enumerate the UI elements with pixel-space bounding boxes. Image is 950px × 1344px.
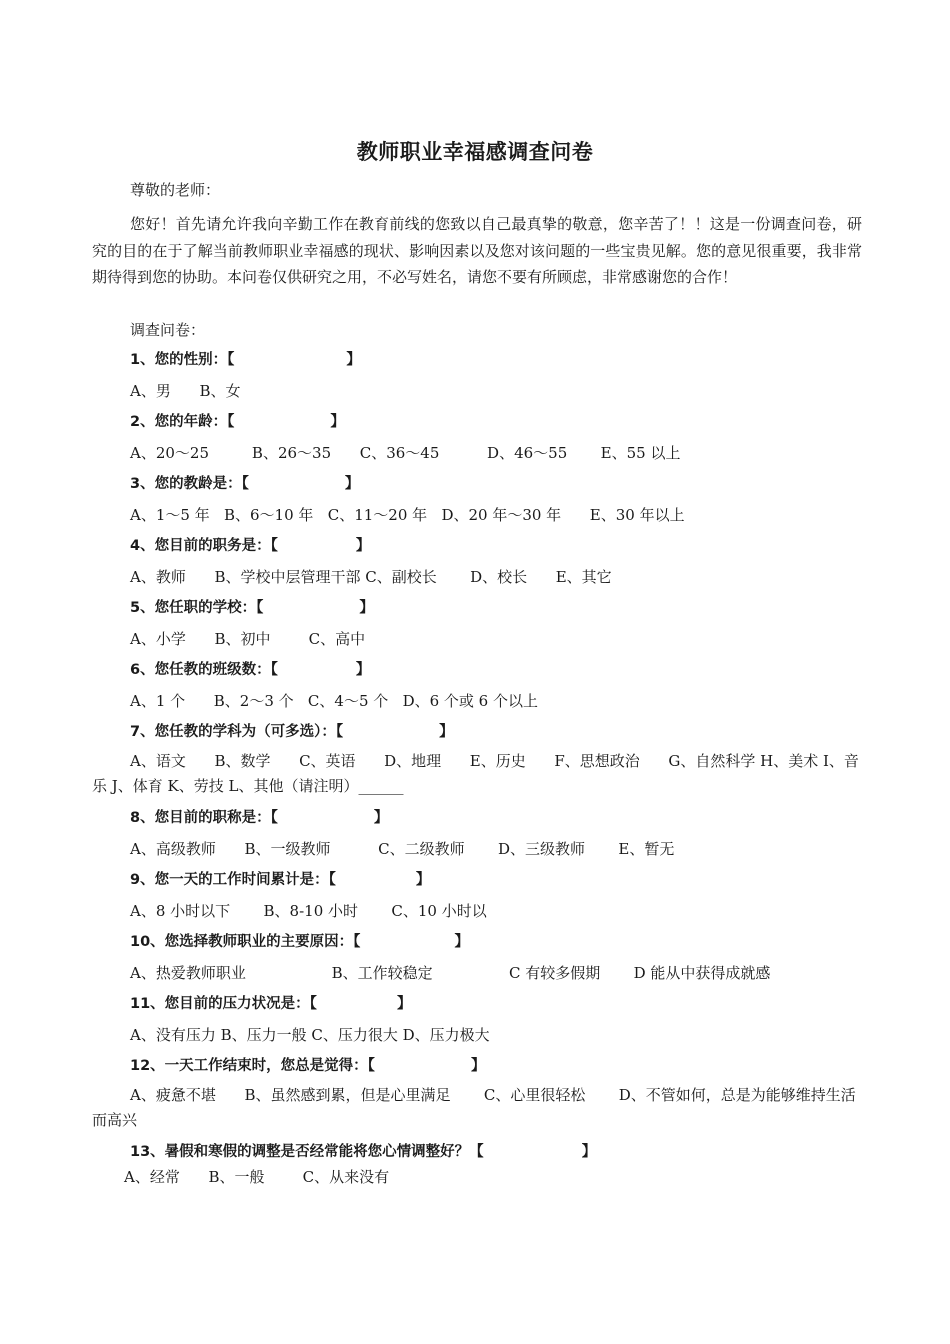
question-5 [130, 598, 374, 618]
question-7 [130, 722, 454, 742]
options-7: A、语文 B、数学 C、英语 D、地理 E、历史 F、思想政治 G、自然科学 H、美术 I、音乐 J、体育 K、劳技 L、其他（请注明）______ [92, 752, 859, 795]
options-10: A、热爱教师职业 B、工作较稳定 C 有较多假期 D 能从中获得成就感 [130, 964, 771, 982]
bracket-close: 】 [396, 996, 412, 1012]
options-1: A、男 B、女 [130, 382, 241, 400]
options-8: A、高级教师 B、一级教师 C、二级教师 D、三级教师 E、暂无 [130, 840, 675, 858]
question-prompt: 13、暑假和寒假的调整是否经常能将您心情调整好？【 [130, 1144, 484, 1160]
bracket-close: 】 [330, 414, 345, 430]
page-title: 教师职业幸福感调查问卷 [356, 140, 594, 164]
question-prompt: 5、您任职的学校：【 [130, 600, 264, 616]
question-prompt: 9、您一天的工作时间累计是：【 [130, 872, 336, 888]
question-12 [130, 1056, 485, 1076]
bracket-close: 】 [346, 352, 361, 368]
question-prompt: 3、您的教龄是：【 [130, 476, 249, 492]
options-13: A、经常 B、一般 C、从来没有 [124, 1168, 390, 1186]
options-12: A、疲惫不堪 B、虽然感到累，但是心里满足 C、心里很轻松 D、不管如何，总是为能够维持生活而高兴 [92, 1086, 856, 1129]
options-4: A、教师 B、学校中层管理干部 C、副校长 D、校长 E、其它 [130, 568, 612, 586]
bracket-close: 】 [355, 662, 371, 678]
options-9: A、8 小时以下 B、8-10 小时 C、10 小时以 [130, 902, 487, 920]
question-3 [130, 474, 359, 494]
salutation: 尊敬的老师： [130, 181, 221, 199]
question-prompt: 12、一天工作结束时，您总是觉得：【 [130, 1058, 375, 1074]
bracket-close: 】 [439, 724, 454, 740]
question-11 [130, 994, 411, 1014]
bracket-close: 】 [581, 1144, 597, 1160]
question-prompt: 4、您目前的职务是：【 [130, 538, 278, 554]
question-prompt: 10、您选择教师职业的主要原因：【 [130, 934, 361, 950]
options-3: A、1～5 年 B、6～10 年 C、11～20 年 D、20 年～30 年 E、30 年以上 [130, 506, 685, 524]
question-4 [130, 536, 370, 556]
bracket-close: 】 [344, 476, 360, 492]
bracket-close: 】 [355, 538, 371, 554]
section-label: 调查问卷： [130, 321, 206, 339]
question-prompt: 11、您目前的压力状况是：【 [130, 996, 317, 1012]
question-prompt: 1、您的性别：【 [130, 352, 235, 368]
question-13 [130, 1142, 596, 1162]
question-1 [130, 350, 361, 370]
question-prompt: 2、您的年龄：【 [130, 414, 235, 430]
bracket-close: 】 [415, 872, 431, 888]
question-6 [130, 660, 370, 680]
bracket-close: 】 [359, 600, 374, 616]
bracket-close: 】 [470, 1058, 486, 1074]
options-11: A、没有压力 B、压力一般 C、压力很大 D、压力极大 [130, 1026, 490, 1044]
bracket-close: 】 [373, 810, 389, 826]
options-6: A、1 个 B、2～3 个 C、4～5 个 D、6 个或 6 个以上 [130, 692, 538, 710]
options-5: A、小学 B、初中 C、高中 [130, 630, 366, 648]
question-prompt: 7、您任教的学科为（可多选）：【 [130, 724, 344, 740]
options-2: A、20～25 B、26～35 C、36～45 D、46～55 E、55 以上 [130, 444, 681, 462]
question-prompt: 8、您目前的职称是：【 [130, 810, 278, 826]
intro-paragraph: 您好！首先请允许我向辛勤工作在教育前线的您致以自己最真挚的敬意，您辛苦了！！这是一份调查问卷，研究的目的在于了解当前教师职业幸福感的现状、影响因素以及您对该问题的一些宝贵见解。您的意见很重要，我非常期待得到您的协助。本问卷仅供研究之用，不必写姓名，请您不要有所顾虑，非常感谢您的合作！ [92, 215, 862, 286]
question-prompt: 6、您任教的班级数：【 [130, 662, 278, 678]
question-2 [130, 412, 345, 432]
question-8 [130, 808, 388, 828]
question-10 [130, 932, 469, 952]
question-9 [130, 870, 430, 890]
bracket-close: 】 [454, 934, 469, 950]
